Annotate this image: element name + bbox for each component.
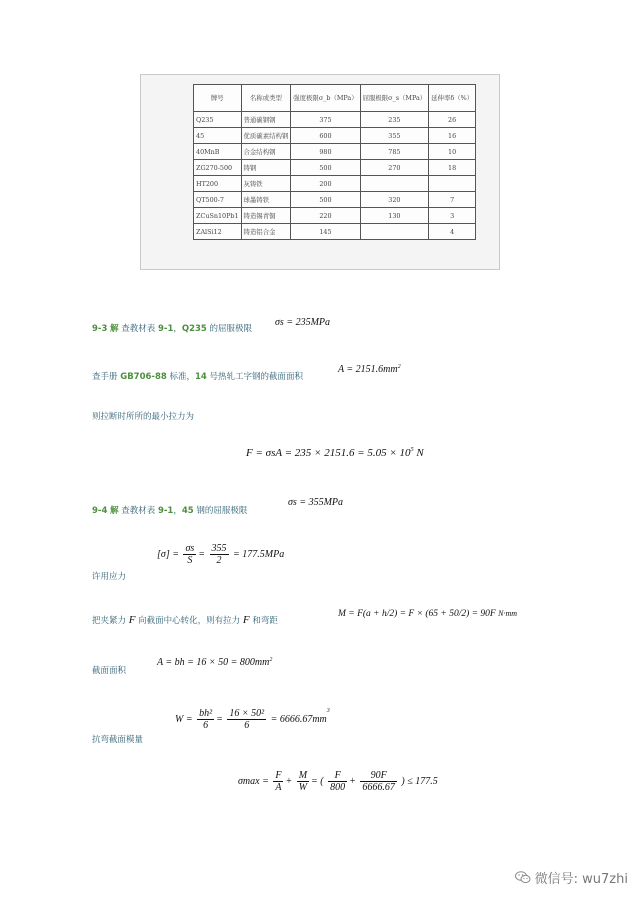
material-table <box>193 84 476 240</box>
text: 号热轧工字钢的截面面积 <box>206 372 304 382</box>
table-cell: 45 <box>194 128 242 144</box>
table-cell: 3 <box>429 208 476 224</box>
modulus-lhs: W = <box>175 713 193 725</box>
table-cell: 普通碳钢钢 <box>241 112 291 128</box>
table-cell: 7 <box>429 192 476 208</box>
table-cell: 铸造锡青铜 <box>241 208 291 224</box>
area-expression: A = bh = 16 × 50 = 800mm <box>157 657 270 668</box>
force-expression: F = σsA = 235 × 2151.6 = 5.05 × 10 <box>246 447 411 459</box>
table-row <box>194 112 476 128</box>
table-cell: 500 <box>291 192 360 208</box>
text: 查教材表 <box>121 324 156 334</box>
table-header: 屈服极限σ_s（MPa） <box>360 85 429 112</box>
table-cell: 980 <box>291 144 360 160</box>
table-row <box>194 224 476 240</box>
max-stress-lhs: σmax = <box>238 775 269 787</box>
table-cell: 270 <box>360 160 429 176</box>
table-row <box>194 208 476 224</box>
fraction: $\frac{\sigma s}{S}$ <box>185 543 195 566</box>
force-formula <box>246 447 424 459</box>
table-cell: 785 <box>360 144 429 160</box>
text: 的屈服极限 <box>206 324 253 334</box>
table-row <box>194 192 476 208</box>
table-cell: 铸钢 <box>241 160 291 176</box>
table-cell: 26 <box>429 112 476 128</box>
table-figure <box>140 74 500 270</box>
handbook-line <box>92 370 303 382</box>
table-row <box>194 160 476 176</box>
text: 查教材表 <box>118 506 156 516</box>
section-label: 9-3 <box>92 324 108 334</box>
max-stress-formula: σmax = $\frac{F}{A}$ + $\frac{M}{W}$ = ( $\frac{F}{800}$ + $\frac{90F}{6666.67}$ ) ≤ 177.5 <box>238 770 438 793</box>
standard-ref: GB706-88 <box>120 372 167 382</box>
watermark <box>515 868 628 887</box>
solution-marker: 解 <box>110 324 119 334</box>
table-cell: 优质碳素结构钢 <box>241 128 291 144</box>
moment-expression: M = F(a + h/2) = F × (65 + 50/2) = 90F <box>338 609 496 619</box>
text: ， <box>173 506 182 516</box>
area-value: A = 2151.6mm <box>338 364 398 375</box>
table-cell: 220 <box>291 208 360 224</box>
allowable-lhs: [σ] = <box>157 548 179 560</box>
moment-formula <box>338 609 517 619</box>
fraction: $\frac{\text{16 × 50²}}{6}$ <box>229 708 265 731</box>
text: 查手册 <box>92 372 118 382</box>
table-cell: 18 <box>429 160 476 176</box>
fraction: $\frac{F}{800}$ <box>330 770 346 793</box>
table-header: 名称或类型 <box>241 85 291 112</box>
table-header-row <box>194 85 476 112</box>
modulus-rhs: = 6666.67mm <box>270 713 327 725</box>
table-cell: 10 <box>429 144 476 160</box>
clamp-force-line <box>92 614 278 626</box>
force-symbol: F <box>242 614 250 626</box>
text: 把夹紧力 <box>92 616 127 626</box>
table-header: 强度极限σ_b（MPa） <box>291 85 360 112</box>
fraction: $\frac{M}{W}$ <box>298 770 308 793</box>
yield-formula-9-3: σs = 235MPa <box>275 317 331 328</box>
section-modulus-label: 抗弯截面模量 <box>92 735 144 745</box>
table-cell: 355 <box>360 128 429 144</box>
table-cell: ZAlSi12 <box>194 224 242 240</box>
solution-marker: 解 <box>110 506 119 516</box>
table-header: 牌号 <box>194 85 242 112</box>
force-unit: N <box>416 447 424 459</box>
text: 和弯距 <box>252 616 278 626</box>
modulus-formula: W = $\frac{\text{bh²}}{6}$ = $\frac{\text{16 × 50²}}{6}$ = $6666.67mm^3$ <box>175 708 330 731</box>
table-row <box>194 176 476 192</box>
table-cell: 40MnB <box>194 144 242 160</box>
table-row <box>194 128 476 144</box>
table-cell: 375 <box>291 112 360 128</box>
table-cell: ZCuSn10Pb1 <box>194 208 242 224</box>
watermark-text: 微信号: wu7zhi <box>534 872 628 887</box>
section-area-formula: A = bh = $16 \times 50 = 800mm^2$ <box>157 657 273 668</box>
table-cell: QT500-7 <box>194 192 242 208</box>
yield-formula-9-4: σs = 355MPa <box>288 497 344 508</box>
section-9-4-heading <box>92 504 247 516</box>
allowable-stress-label: 许用应力 <box>92 572 127 582</box>
table-cell <box>429 176 476 192</box>
material-name: 45 <box>181 506 194 516</box>
table-cell: 球墨铸铁 <box>241 192 291 208</box>
table-cell: 235 <box>360 112 429 128</box>
text: 标准， <box>166 372 195 382</box>
max-stress-rhs: ) ≤ 177.5 <box>401 775 438 787</box>
text: 钢的屈服极限 <box>193 506 248 516</box>
table-ref: 9-1 <box>157 506 174 516</box>
table-cell: 200 <box>291 176 360 192</box>
table-cell: 4 <box>429 224 476 240</box>
moment-unit: N·mm <box>498 609 517 618</box>
table-ref: 9-1 <box>158 324 174 334</box>
section-area-label: 截面面积 <box>92 666 127 676</box>
table-header: 延伸率δ（%） <box>429 85 476 112</box>
min-force-line: 则拉断时所所的最小拉力为 <box>92 412 195 422</box>
table-cell: 铸造铝合金 <box>241 224 291 240</box>
material-name: Q235 <box>181 324 207 334</box>
table-cell: 320 <box>360 192 429 208</box>
table-cell: 16 <box>429 128 476 144</box>
text: ， <box>173 324 182 334</box>
allowable-stress-formula: [σ] = $\frac{\sigma s}{S}$ = $\frac{355}{2}$ = 177.5MPa <box>157 543 285 566</box>
section-9-3-heading <box>92 322 252 334</box>
fraction: $\frac{\text{bh²}}{6}$ <box>199 708 213 731</box>
fraction: $\frac{F}{A}$ <box>275 770 282 793</box>
table-cell: 130 <box>360 208 429 224</box>
fraction: $\frac{90F}{6666.67}$ <box>362 770 395 793</box>
table-cell <box>360 224 429 240</box>
table-cell: 145 <box>291 224 360 240</box>
fraction: $\frac{355}{2}$ <box>211 543 227 566</box>
allowable-rhs: = 177.5MPa <box>233 548 285 560</box>
text: 向截面中心转化，则有拉力 <box>138 616 241 626</box>
beam-number: 14 <box>194 372 207 382</box>
force-symbol: F <box>128 614 136 626</box>
area-formula-9-3: $A = 2151.6mm^2$ <box>338 364 401 375</box>
table-cell: 合金结构钢 <box>241 144 291 160</box>
table-cell: 600 <box>291 128 360 144</box>
table-cell: Q235 <box>194 112 242 128</box>
table-cell: ZG270-500 <box>194 160 242 176</box>
table-cell: HT200 <box>194 176 242 192</box>
table-cell: 500 <box>291 160 360 176</box>
table-cell: 灰铸铁 <box>241 176 291 192</box>
table-row <box>194 144 476 160</box>
force-exponent: 5 <box>410 447 414 453</box>
table-cell <box>360 176 429 192</box>
section-label: 9-4 <box>92 506 108 516</box>
wechat-icon <box>515 871 531 884</box>
